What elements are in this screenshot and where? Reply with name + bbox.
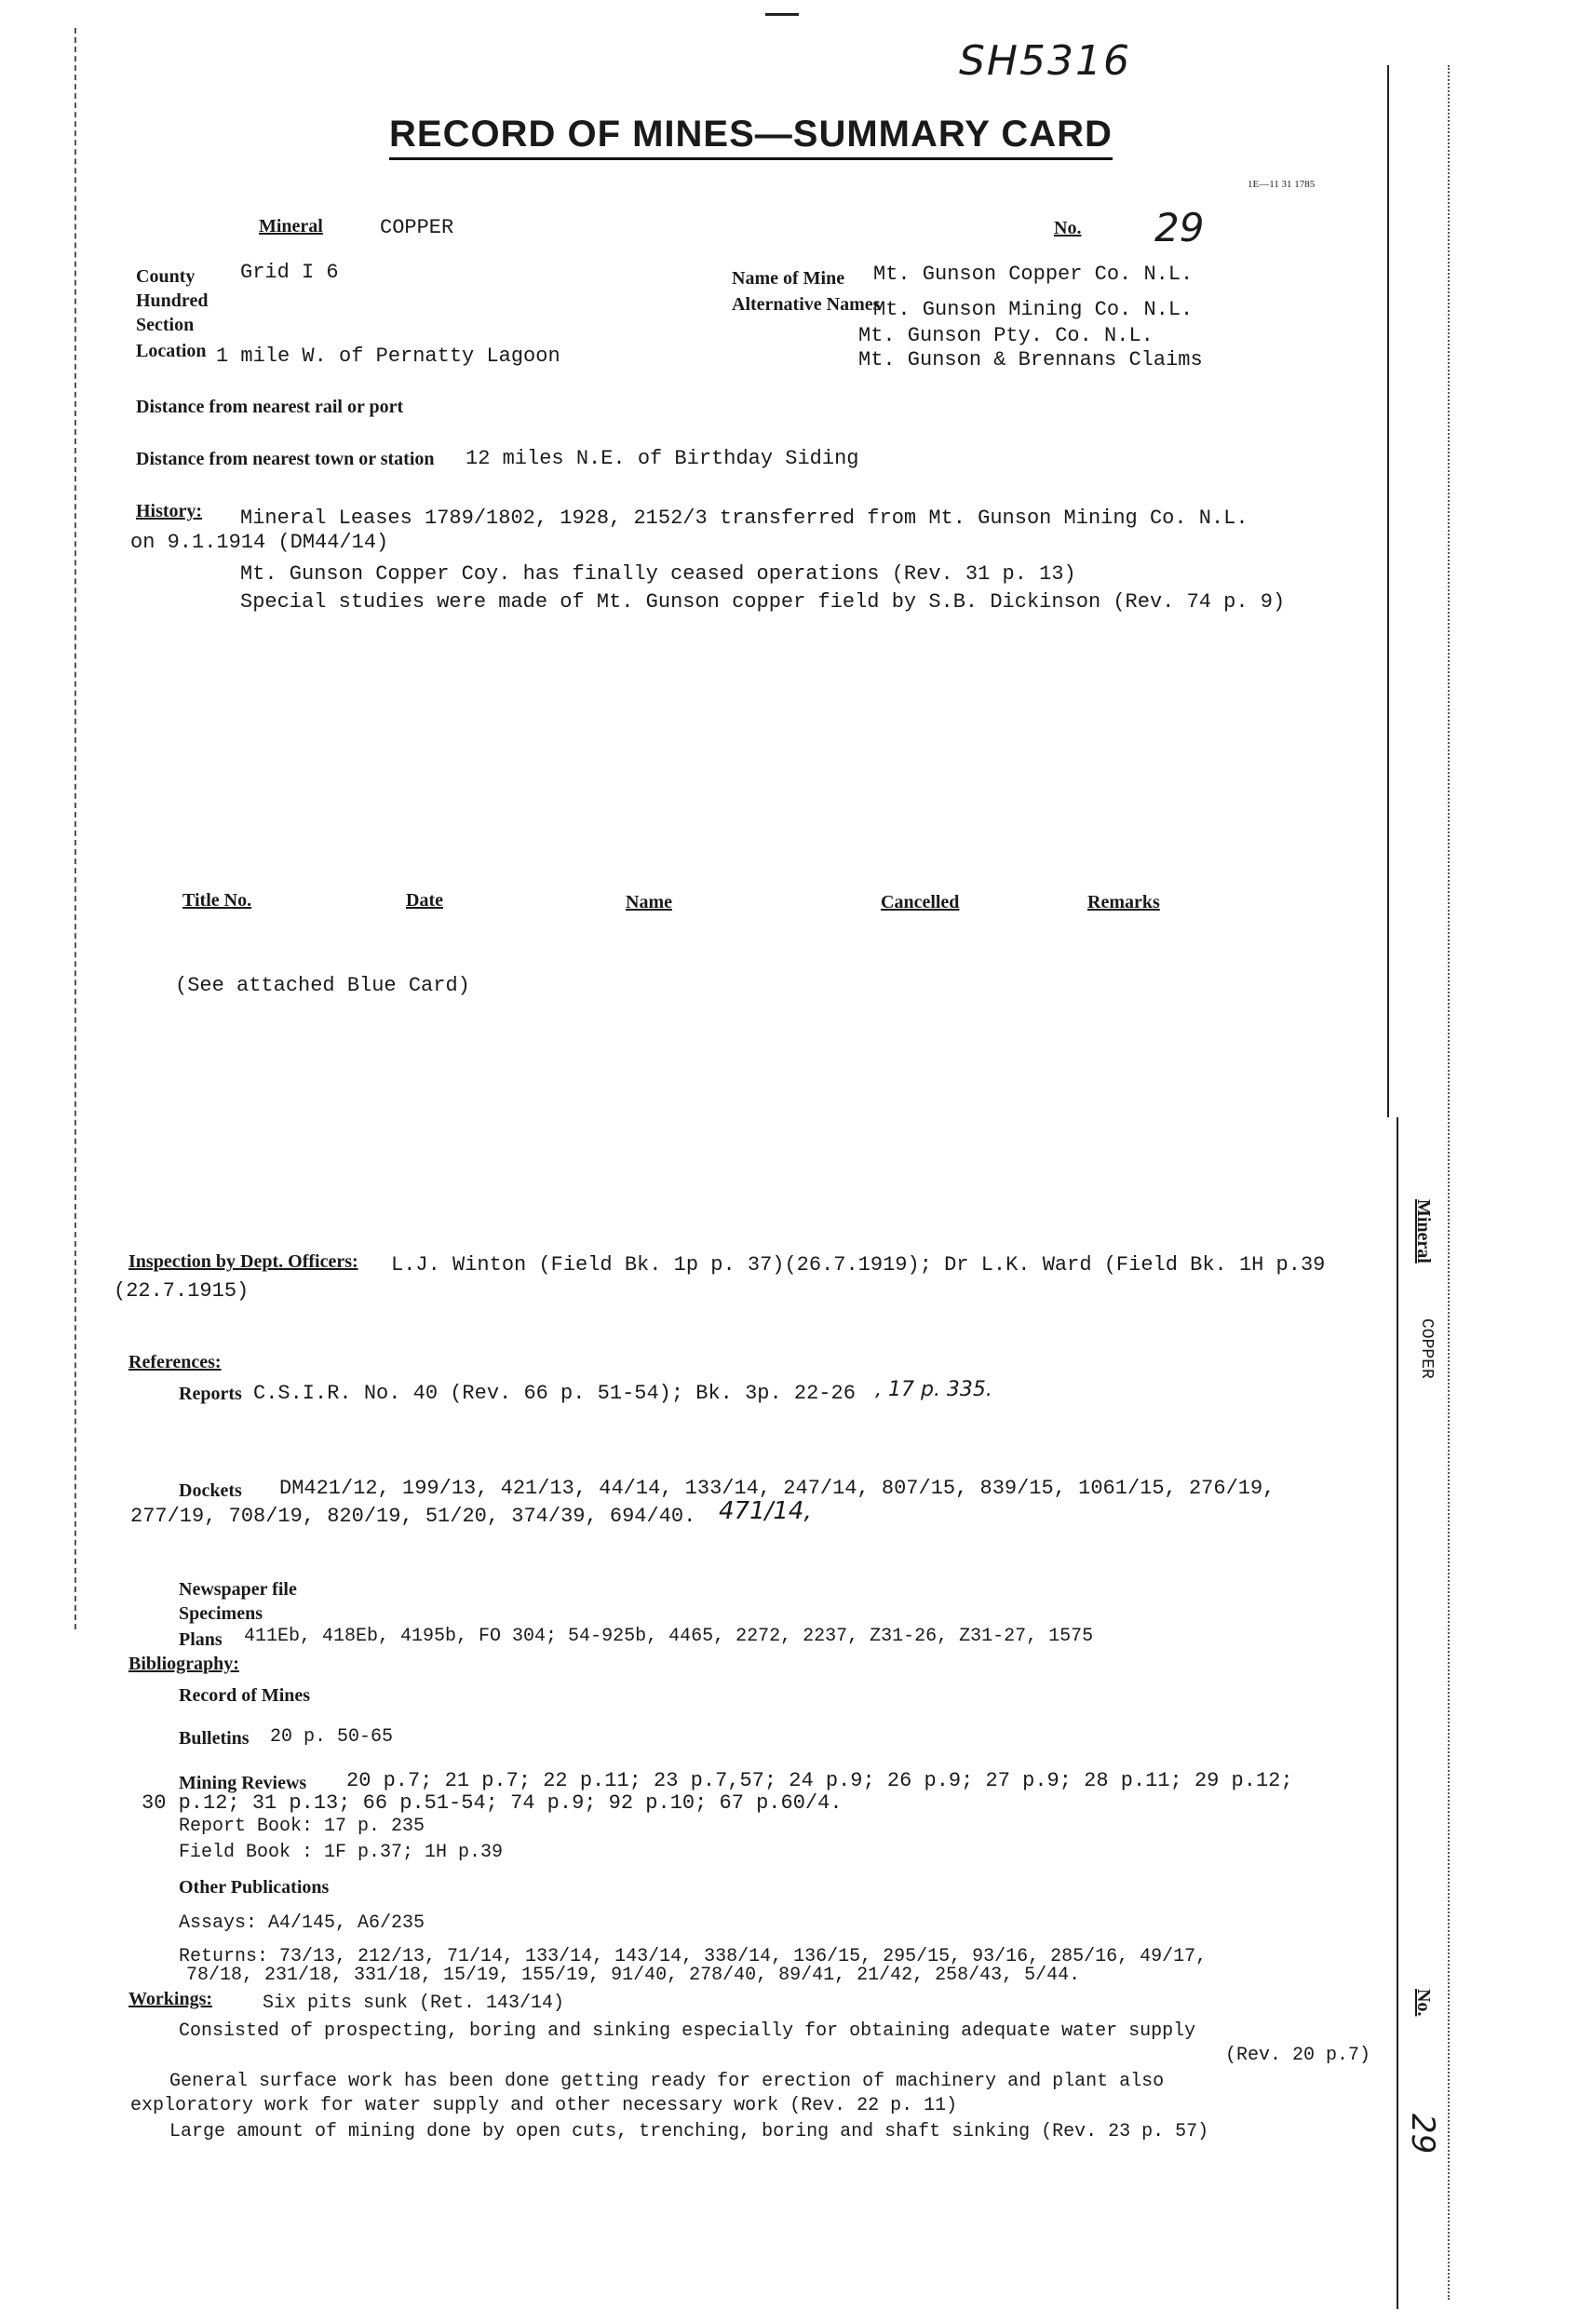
alt-name-2: Mt. Gunson Pty. Co. N.L. (858, 324, 1154, 347)
field-book: Field Book : 1F p.37; 1H p.39 (179, 1842, 504, 1863)
history-label: History: (136, 501, 203, 521)
history-line: on 9.1.1914 (DM44/14) (130, 531, 389, 554)
mine-name-value: Mt. Gunson Copper Co. N.L. (873, 263, 1194, 286)
history-line: Mineral Leases 1789/1802, 1928, 2152/3 transferred from Mt. Gunson Mining Co. N.L. (240, 507, 1248, 530)
other-publications-label: Other Publications (179, 1877, 330, 1898)
mineral-value: COPPER (380, 216, 454, 239)
bulletins-label: Bulletins (179, 1728, 250, 1749)
col-cancelled: Cancelled (881, 892, 960, 912)
right-tab-edge (1397, 1117, 1398, 2309)
left-card-edge (74, 28, 76, 1629)
page-title: RECORD OF MINES—SUMMARY CARD (389, 114, 1113, 160)
reports-label: Reports (179, 1384, 242, 1404)
handwritten-ref: SH5316 (959, 37, 1131, 85)
mine-name-label: Name of Mine (732, 268, 845, 289)
plans-label: Plans (179, 1629, 223, 1650)
side-tab-no-label: No. (1413, 1989, 1434, 2017)
newspaper-label: Newspaper file (179, 1579, 297, 1600)
tab-perforation (1448, 65, 1450, 2300)
report-book: Report Book: 17 p. 235 (179, 1816, 425, 1837)
county-label: County (136, 266, 196, 287)
hundred-label: Hundred (136, 290, 209, 311)
record-of-mines-label: Record of Mines (179, 1685, 311, 1706)
alt-names-label: Alternative Names (732, 294, 881, 315)
workings-line: Consisted of prospecting, boring and sinking especially for obtaining adequate water supply (179, 2020, 1196, 2042)
assays: Assays: A4/145, A6/235 (179, 1912, 425, 1934)
distance-rail-label: Distance from nearest rail or port (136, 397, 404, 417)
side-tab-mineral-label: Mineral (1413, 1199, 1434, 1263)
inspection-line: (22.7.1915) (114, 1279, 250, 1303)
col-date: Date (406, 890, 443, 911)
county-value: Grid I 6 (240, 261, 339, 284)
dockets-handwritten: 471/14, (719, 1497, 812, 1525)
distance-town-label: Distance from nearest town or station (136, 449, 435, 469)
dockets-line: DM421/12, 199/13, 421/13, 44/14, 133/14, 247/14, 807/15, 839/15, 1061/15, 276/19, (279, 1477, 1275, 1500)
reports-value: C.S.I.R. No. 40 (Rev. 66 p. 51-54); Bk. 3p. 22-26 (253, 1382, 856, 1405)
returns-line: 78/18, 231/18, 331/18, 15/19, 155/19, 91/40, 278/40, 89/41, 21/42, 258/43, 5/44. (186, 1965, 1081, 1986)
side-tab-no-value: 29 (1404, 2114, 1441, 2155)
history-line: Mt. Gunson Copper Coy. has finally ceased operations (Rev. 31 p. 13) (240, 562, 1076, 586)
workings-line: (Rev. 20 p.7) (1225, 2045, 1371, 2066)
mining-reviews-label: Mining Reviews (179, 1773, 307, 1793)
location-value: 1 mile W. of Pernatty Lagoon (216, 345, 560, 368)
mining-reviews-line: 20 p.7; 21 p.7; 22 p.11; 23 p.7,57; 24 p.9; 26 p.9; 27 p.9; 28 p.11; 29 p.12; (346, 1769, 1293, 1792)
workings-line: exploratory work for water supply and other necessary work (Rev. 22 p. 11) (130, 2095, 958, 2116)
history-line: Special studies were made of Mt. Gunson copper field by S.B. Dickinson (Rev. 74 p. 9) (240, 590, 1286, 614)
workings-label: Workings: (128, 1989, 213, 2009)
inspection-line: L.J. Winton (Field Bk. 1p p. 37)(26.7.1919); Dr L.K. Ward (Field Bk. 1H p.39 (391, 1253, 1326, 1277)
form-code: 1E—11 31 1785 (1248, 179, 1316, 190)
bibliography-label: Bibliography: (128, 1654, 239, 1674)
workings-line: Large amount of mining done by open cuts, trenching, boring and shaft sinking (Rev. 23 p. 57) (169, 2121, 1209, 2142)
inspection-label: Inspection by Dept. Officers: (128, 1251, 358, 1272)
workings-line: Six pits sunk (Ret. 143/14) (263, 1993, 565, 2014)
references-label: References: (128, 1352, 222, 1372)
plans-value: 411Eb, 418Eb, 4195b, FO 304; 54-925b, 4465, 2272, 2237, Z31-26, Z31-27, 1575 (244, 1626, 1094, 1647)
bulletins-value: 20 p. 50-65 (270, 1726, 394, 1748)
col-remarks: Remarks (1087, 892, 1160, 912)
dockets-label: Dockets (179, 1480, 242, 1501)
dockets-line: 277/19, 708/19, 820/19, 51/20, 374/39, 694/40. (130, 1505, 696, 1528)
alt-name-1: Mt. Gunson Mining Co. N.L. (873, 298, 1194, 321)
col-title-no: Title No. (182, 890, 252, 911)
right-card-edge (1387, 65, 1389, 1117)
specimens-label: Specimens (179, 1603, 263, 1624)
returns-line: Returns: 73/13, 212/13, 71/14, 133/14, 143/14, 338/14, 136/15, 295/15, 93/16, 285/16, 49/17, (179, 1946, 1208, 1967)
alt-name-3: Mt. Gunson & Brennans Claims (858, 348, 1203, 372)
mineral-label: Mineral (259, 216, 323, 236)
section-label: Section (136, 315, 195, 335)
location-label: Location (136, 341, 207, 361)
card-no-value: 29 (1154, 205, 1205, 250)
side-tab-mineral-value: COPPER (1417, 1318, 1436, 1379)
workings-line: General surface work has been done getting ready for erection of machinery and plant also (169, 2071, 1165, 2092)
col-name: Name (626, 892, 672, 912)
titles-note: (See attached Blue Card) (175, 974, 470, 997)
reports-handwritten: , 17 p. 335. (875, 1378, 992, 1401)
top-mark (765, 13, 799, 16)
distance-town-value: 12 miles N.E. of Birthday Siding (466, 447, 859, 470)
mining-reviews-line: 30 p.12; 31 p.13; 66 p.51-54; 74 p.9; 92 p.10; 67 p.60/4. (142, 1791, 843, 1815)
card-no-label: No. (1054, 218, 1082, 238)
